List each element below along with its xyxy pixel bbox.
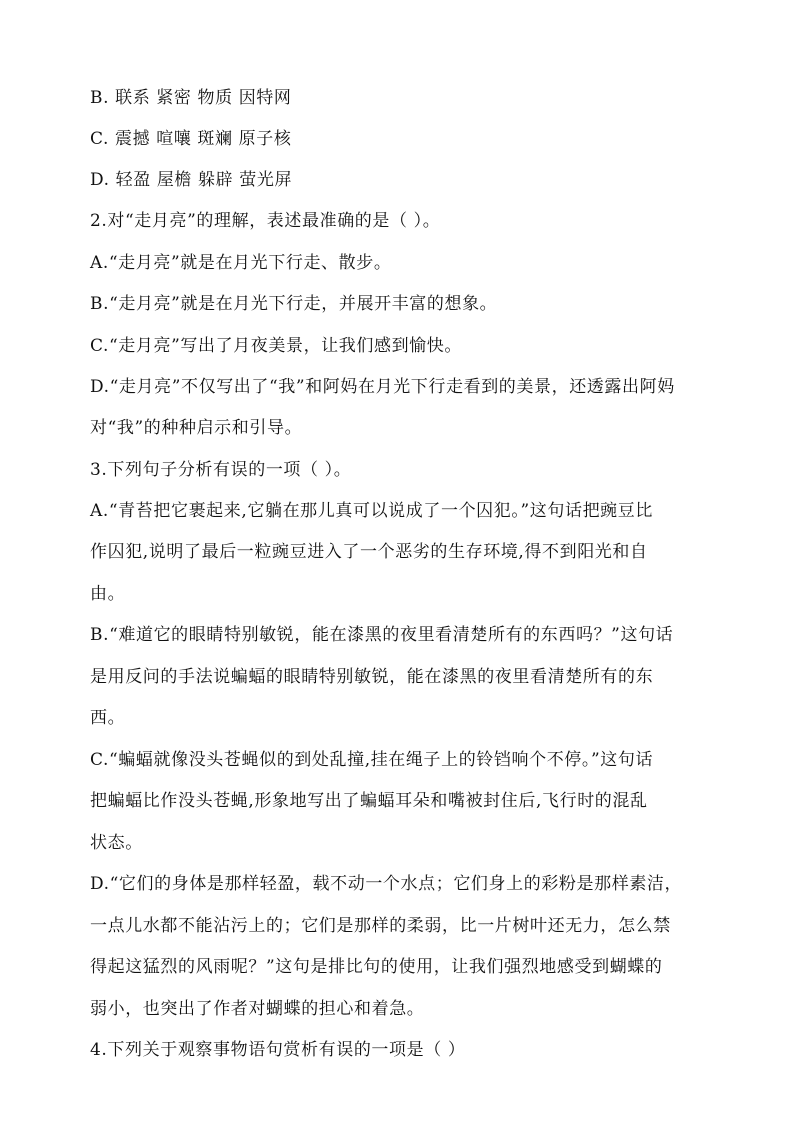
q3-option-c-line1: C.“蝙蝠就像没头苍蝇似的到处乱撞,挂在绳子上的铃铛响个不停。”这句话 [90, 750, 654, 770]
q2-option-a: A.“走月亮”就是在月光下行走、散步。 [90, 253, 392, 273]
q3-option-d-line3: 得起这猛烈的风雨呢？”这句是排比句的使用，让我们强烈地感受到蝴蝶的 [90, 957, 663, 977]
q2-option-d-line2: 对“我”的种种启示和引导。 [90, 418, 303, 438]
q4-stem: 4.下列关于观察事物语句赏析有误的一项是（ ） [90, 1040, 466, 1060]
q2-stem: 2.对“走月亮”的理解，表述最准确的是（ ）。 [90, 211, 441, 231]
q1-option-d: D. 轻盈 屋檐 躲辟 萤光屏 [90, 170, 293, 190]
q2-option-b: B.“走月亮”就是在月光下行走，并展开丰富的想象。 [90, 294, 498, 314]
q3-option-b-line2: 是用反问的手法说蝙蝠的眼睛特别敏锐，能在漆黑的夜里看清楚所有的东 [90, 667, 654, 687]
q3-option-d-line1: D.“它们的身体是那样轻盈，载不动一个水点；它们身上的彩粉是那样素洁， [90, 874, 683, 894]
q3-option-c-line3: 状态。 [90, 833, 143, 853]
q2-option-d-line1: D.“走月亮”不仅写出了“我”和阿妈在月光下行走看到的美景，还透露出阿妈 [90, 377, 675, 397]
q3-option-c-line2: 把蝙蝠比作没头苍蝇,形象地写出了蝙蝠耳朵和嘴被封住后,飞行时的混乱 [90, 791, 648, 811]
q3-option-a-line1: A.“青苔把它裹起来,它躺在那儿真可以说成了一个囚犯。”这句话把豌豆比 [90, 501, 653, 521]
q2-option-c: C.“走月亮”写出了月夜美景，让我们感到愉快。 [90, 336, 462, 356]
q3-option-d-line4: 弱小，也突出了作者对蝴蝶的担心和着急。 [90, 999, 425, 1019]
q3-option-b-line3: 西。 [90, 708, 126, 728]
q3-option-a-line2: 作囚犯,说明了最后一粒豌豆进入了一个恶劣的生存环境,得不到阳光和自 [90, 542, 648, 562]
q1-option-c: C. 震撼 喧嚷 斑斓 原子核 [90, 129, 292, 149]
q3-option-a-line3: 由。 [90, 584, 126, 604]
q3-option-d-line2: 一点儿水都不能沾污上的；它们是那样的柔弱，比一片树叶还无力，怎么禁 [90, 916, 671, 936]
q3-option-b-line1: B.“难道它的眼睛特别敏锐，能在漆黑的夜里看清楚所有的东西吗？”这句话 [90, 625, 674, 645]
q1-option-b: B. 联系 紧密 物质 因特网 [90, 88, 292, 108]
q3-stem: 3.下列句子分析有误的一项（ ）。 [90, 460, 352, 480]
